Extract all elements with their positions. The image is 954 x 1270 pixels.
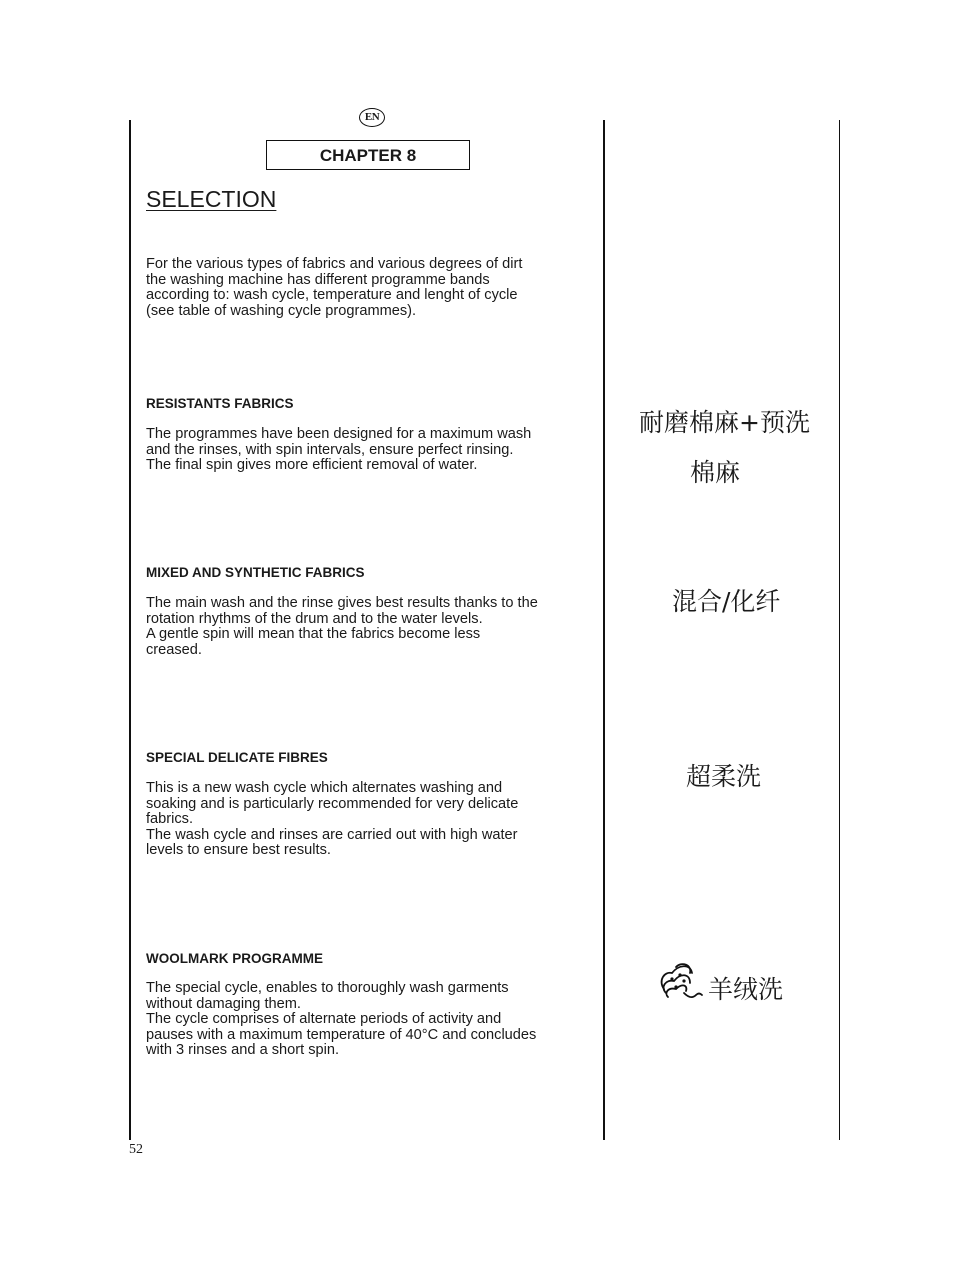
- intro-paragraph: [146, 257, 591, 319]
- body-line: The wash cycle and rinses are carried out with high water: [146, 826, 518, 843]
- body-line: A gentle spin will mean that the fabrics become less: [146, 626, 481, 642]
- body-line: The programmes have been designed for a maximum wash: [146, 426, 532, 442]
- section-body-delicate: [146, 781, 591, 859]
- body-line: The cycle comprises of alternate periods of activity and: [146, 1011, 502, 1027]
- body-line: with 3 rinses and a short spin.: [146, 1042, 340, 1058]
- section-heading-delicate: SPECIAL DELICATE FIBRES: [146, 750, 328, 765]
- section-heading-woolmark: WOOLMARK PROGRAMME: [146, 951, 323, 966]
- page-number: 52: [129, 1142, 143, 1157]
- language-badge: EN: [359, 108, 385, 127]
- body-line: and the rinses, with spin intervals, ensure perfect rinsing.: [146, 441, 514, 458]
- intro-line: according to: wash cycle, temperature and lenght of cycle: [146, 287, 518, 303]
- cn-label-resistant: 棉麻: [690, 458, 741, 487]
- body-line: pauses with a maximum temperature of 40°C and concludes: [146, 1026, 537, 1043]
- column-divider-rule: [603, 120, 605, 1140]
- body-line: fabrics.: [146, 811, 194, 827]
- right-margin-rule: [839, 120, 840, 1140]
- section-title: SELECTION: [146, 186, 277, 212]
- cn-label-mixed: 混合/化纤: [672, 587, 781, 616]
- woolmark-icon: [656, 959, 704, 1003]
- intro-line: For the various types of fabrics and various degrees of dirt: [146, 256, 523, 272]
- body-line: The special cycle, enables to thoroughly wash garments: [146, 980, 509, 996]
- body-line: rotation rhythms of the drum and to the water levels.: [146, 610, 483, 627]
- body-line: levels to ensure best results.: [146, 842, 331, 858]
- body-line: soaking and is particularly recommended for very delicate: [146, 795, 519, 812]
- left-margin-rule: [129, 120, 131, 1140]
- body-line: creased.: [146, 641, 202, 658]
- body-line: This is a new wash cycle which alternates washing and: [146, 780, 503, 796]
- intro-line: (see table of washing cycle programmes).: [146, 302, 417, 319]
- section-heading-mixed: MIXED AND SYNTHETIC FABRICS: [146, 565, 365, 580]
- chapter-label: CHAPTER 8: [266, 140, 470, 170]
- cn-label-delicate: 超柔洗: [686, 762, 762, 791]
- section-body-woolmark: [146, 981, 591, 1059]
- intro-line: the washing machine has different programme bands: [146, 271, 490, 288]
- body-line: The main wash and the rinse gives best results thanks to the: [146, 595, 538, 611]
- section-body-mixed: [146, 596, 591, 658]
- section-heading-resistant: RESISTANTS FABRICS: [146, 396, 294, 411]
- cn-label-woolmark: 羊绒洗: [708, 975, 784, 1004]
- section-body-resistant: [146, 427, 591, 474]
- body-line: without damaging them.: [146, 995, 301, 1012]
- body-line: The final spin gives more efficient removal of water.: [146, 457, 478, 473]
- cn-label-resistant-prewash: 耐磨棉麻+预洗: [639, 408, 810, 437]
